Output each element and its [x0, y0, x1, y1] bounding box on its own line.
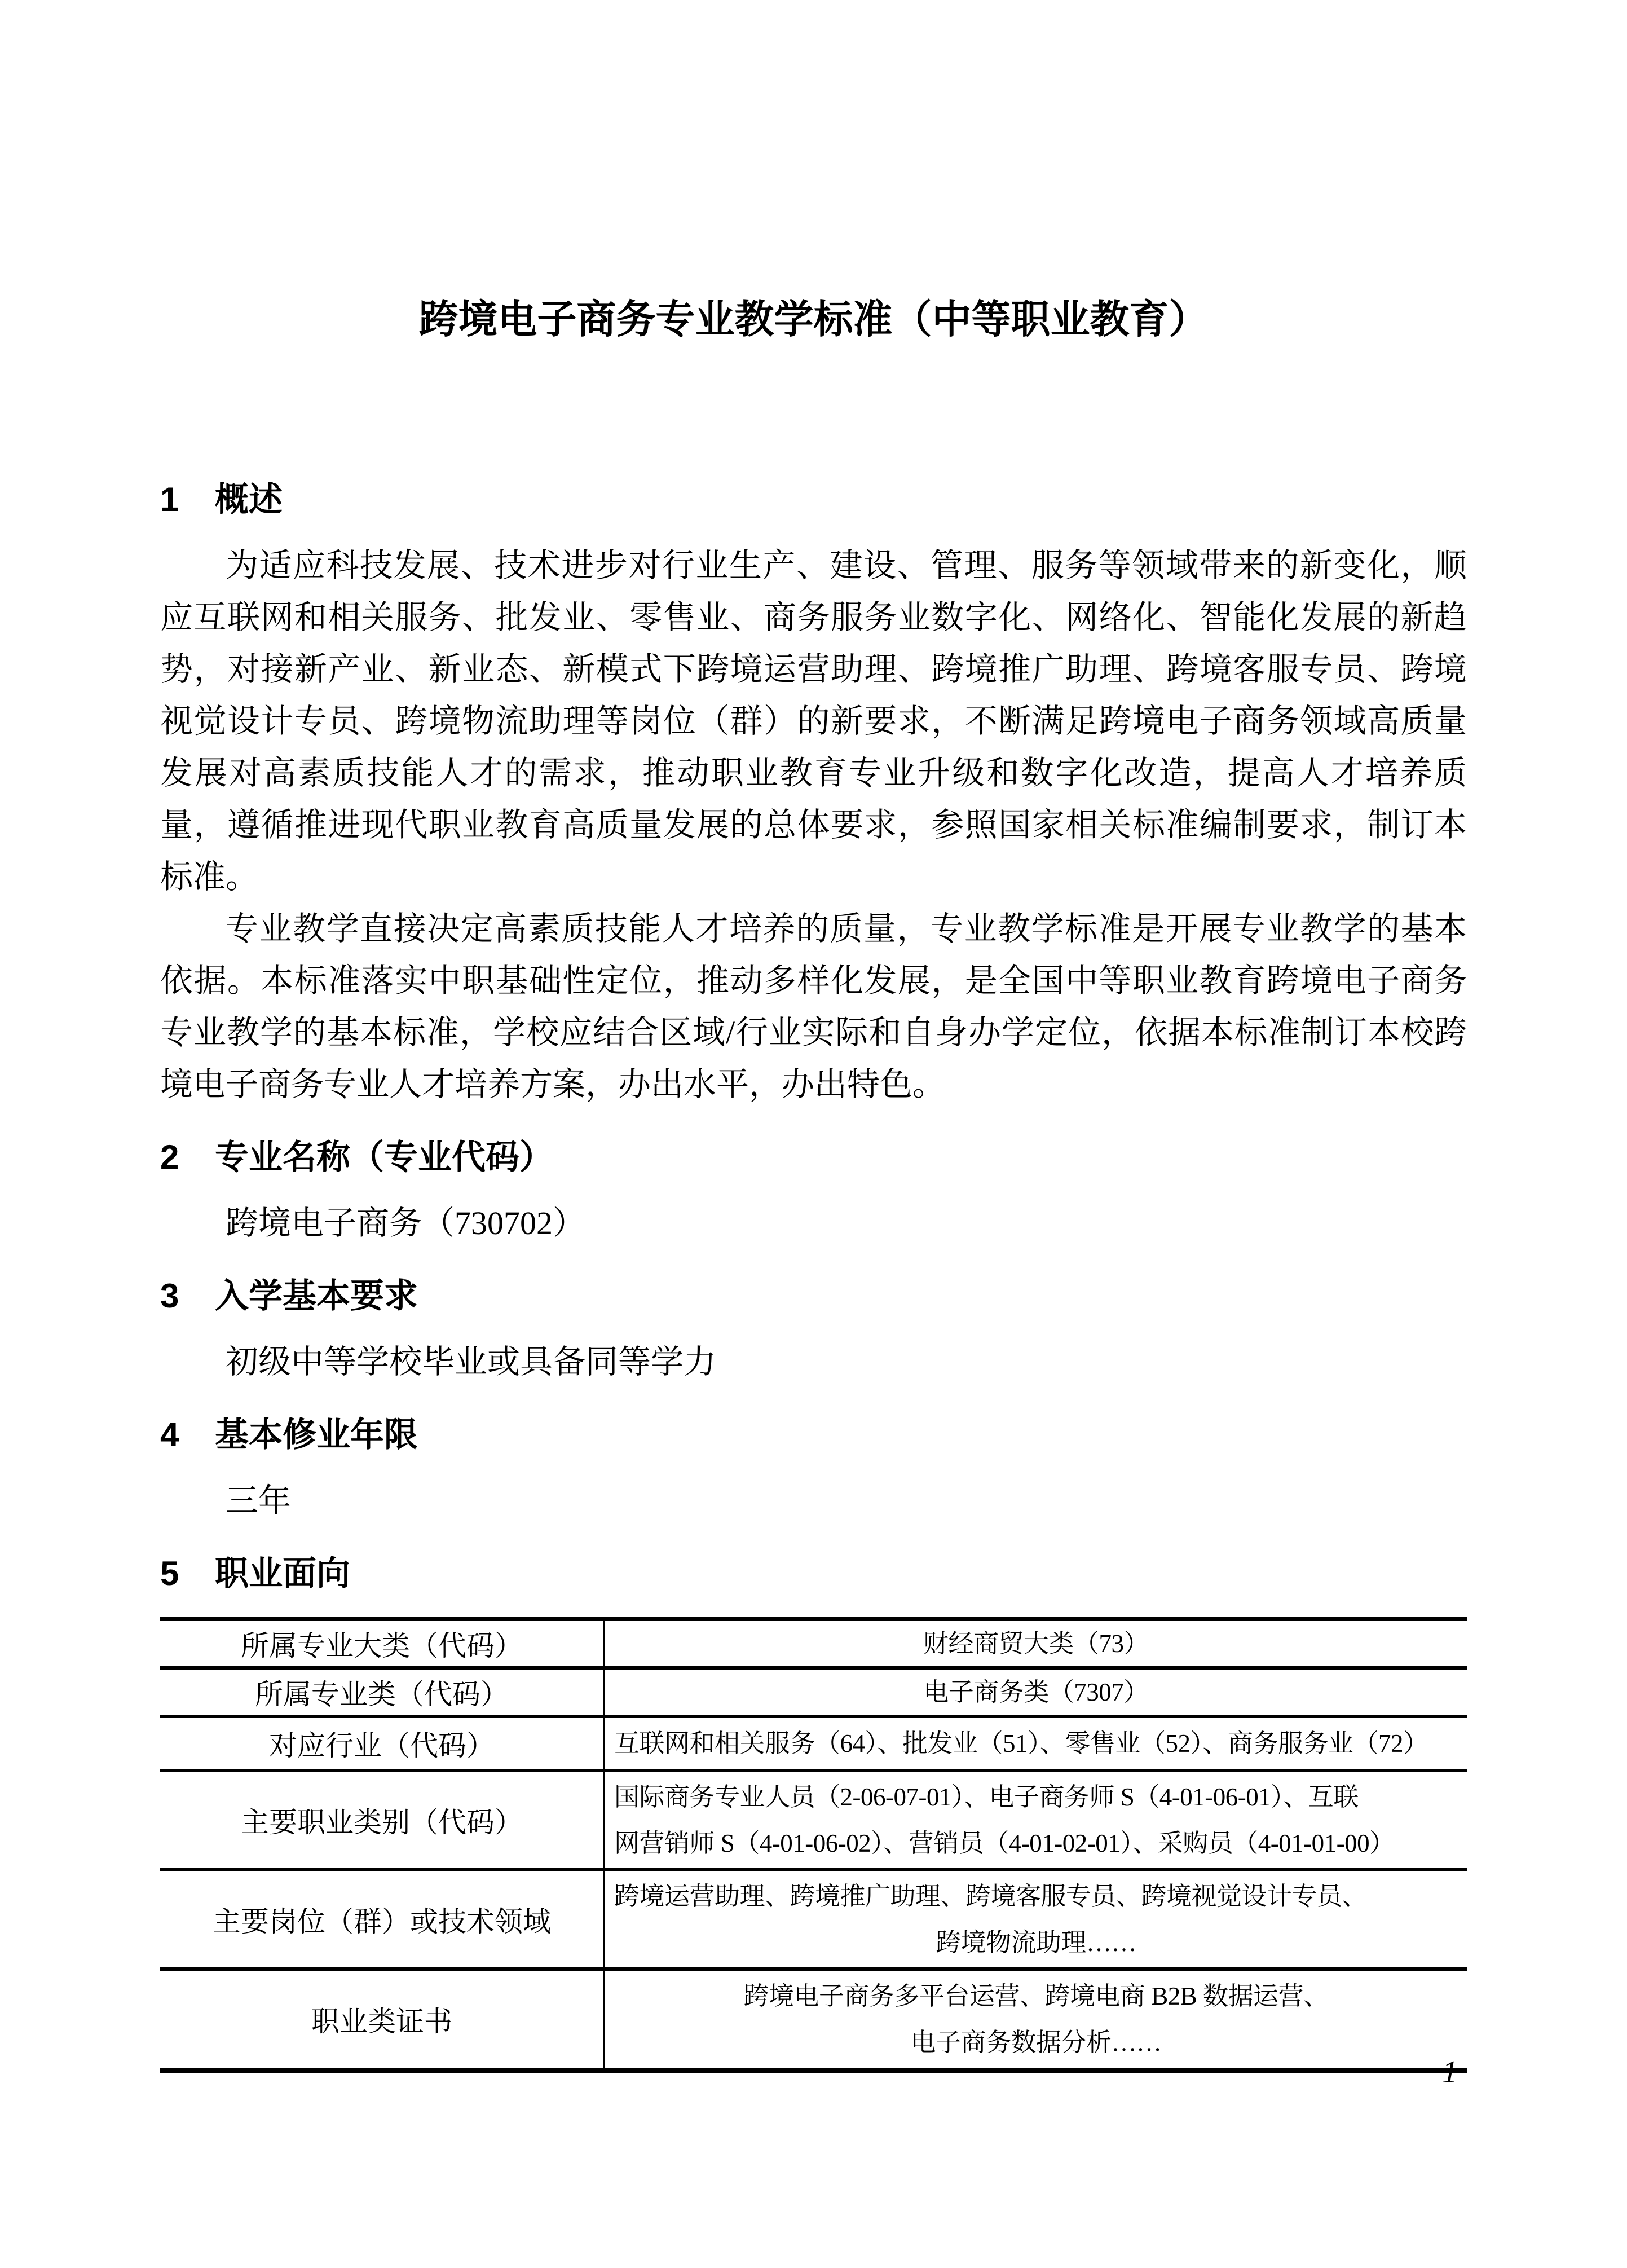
- page-number: 1: [1442, 2055, 1458, 2090]
- row-label: 所属专业大类（代码）: [160, 1621, 605, 1666]
- value-line: 互联网和相关服务（64）、批发业（51）、零售业（52）、商务服务业（72）: [614, 1729, 1428, 1758]
- table-row-certificates: [160, 1971, 1467, 2068]
- section-1-paragraph-1: 为适应科技发展、技术进步对行业生产、建设、管理、服务等领域带来的新变化，顺应互联网和相关服务、批发业、零售业、商务服务业数字化、网络化、智能化发展的新趋势，对接新产业、新业态、新模式下跨境运营助理、跨境推广助理、跨境客服专员、跨境视觉设计专员、跨境物流助理等岗位（群）的新要求，不断满足跨境电子商务领域高质量发展对高素质技能人才的需求，推动职业教育专业升级和数字化改造，提高人才培养质量，遵循推进现代职业教育高质量发展的总体要求，参照国家相关标准编制要求，制订本标准。: [160, 547, 1467, 895]
- value-line: 电子商务数据分析……: [910, 2028, 1162, 2056]
- row-label: 主要职业类别（代码）: [160, 1772, 605, 1868]
- section-4-title: 基本修业年限: [215, 1416, 418, 1454]
- section-2-number: 2: [160, 1138, 179, 1176]
- row-label: 主要岗位（群）或技术领域: [160, 1871, 605, 1967]
- value-line: 跨境电子商务多平台运营、跨境电商 B2B 数据运营、: [743, 1982, 1329, 2010]
- row-label: 对应行业（代码）: [160, 1718, 605, 1769]
- section-1-title: 概述: [215, 481, 283, 518]
- section-4-body: 三年: [226, 1482, 292, 1519]
- section-4-number: 4: [160, 1416, 179, 1454]
- section-3-heading: [160, 1279, 1467, 1314]
- value-line: 国际商务专业人员（2-06-07-01）、电子商务师 S（4-01-06-01）、互联: [614, 1783, 1359, 1811]
- row-value: [605, 1718, 1467, 1769]
- row-value: [605, 1871, 1467, 1967]
- row-label: 职业类证书: [160, 1971, 605, 2068]
- table-row-category: [160, 1670, 1467, 1718]
- row-value: [605, 1621, 1467, 1666]
- section-5-number: 5: [160, 1554, 179, 1592]
- row-value: [605, 1971, 1467, 2068]
- section-1-heading: [160, 482, 1467, 517]
- row-value: [605, 1772, 1467, 1868]
- value-line: 跨境物流助理……: [935, 1928, 1136, 1957]
- section-1-paragraph-2: 专业教学直接决定高素质技能人才培养的质量，专业教学标准是开展专业教学的基本依据。本标准落实中职基础性定位，推动多样化发展，是全国中等职业教育跨境电子商务专业教学的基本标准，学校应结合区域/行业实际和自身办学定位，依据本标准制订本校跨境电子商务专业人才培养方案，办出水平，办出特色。: [160, 910, 1467, 1103]
- table-row-industries: [160, 1718, 1467, 1772]
- section-3-title: 入学基本要求: [215, 1277, 418, 1315]
- section-4-heading: [160, 1417, 1467, 1452]
- row-label: 所属专业类（代码）: [160, 1670, 605, 1715]
- value-line: 财经商贸大类（73）: [923, 1630, 1149, 1658]
- table-row-major-category: [160, 1621, 1467, 1670]
- value-line: 跨境运营助理、跨境推广助理、跨境客服专员、跨境视觉设计专员、: [614, 1882, 1368, 1910]
- document-title: 跨境电子商务专业教学标准（中等职业教育）: [418, 298, 1209, 342]
- section-2-title: 专业名称（专业代码）: [215, 1138, 553, 1176]
- section-2-body: 跨境电子商务（730702）: [226, 1205, 586, 1241]
- table-row-main-posts: [160, 1871, 1467, 1971]
- row-value: [605, 1670, 1467, 1715]
- occupation-orientation-table: [160, 1617, 1467, 2073]
- section-5-title: 职业面向: [215, 1554, 350, 1592]
- section-3-body: 初级中等学校毕业或具备同等学力: [226, 1344, 717, 1380]
- section-2-heading: [160, 1140, 1467, 1175]
- section-5-heading: [160, 1556, 1467, 1591]
- section-3-number: 3: [160, 1277, 179, 1315]
- section-1-number: 1: [160, 481, 179, 518]
- table-row-occupation-types: [160, 1772, 1467, 1871]
- value-line: 电子商务类（7307）: [923, 1678, 1149, 1706]
- value-line: 网营销师 S（4-01-06-02）、营销员（4-01-02-01）、采购员（4-01-01-00）: [614, 1829, 1395, 1857]
